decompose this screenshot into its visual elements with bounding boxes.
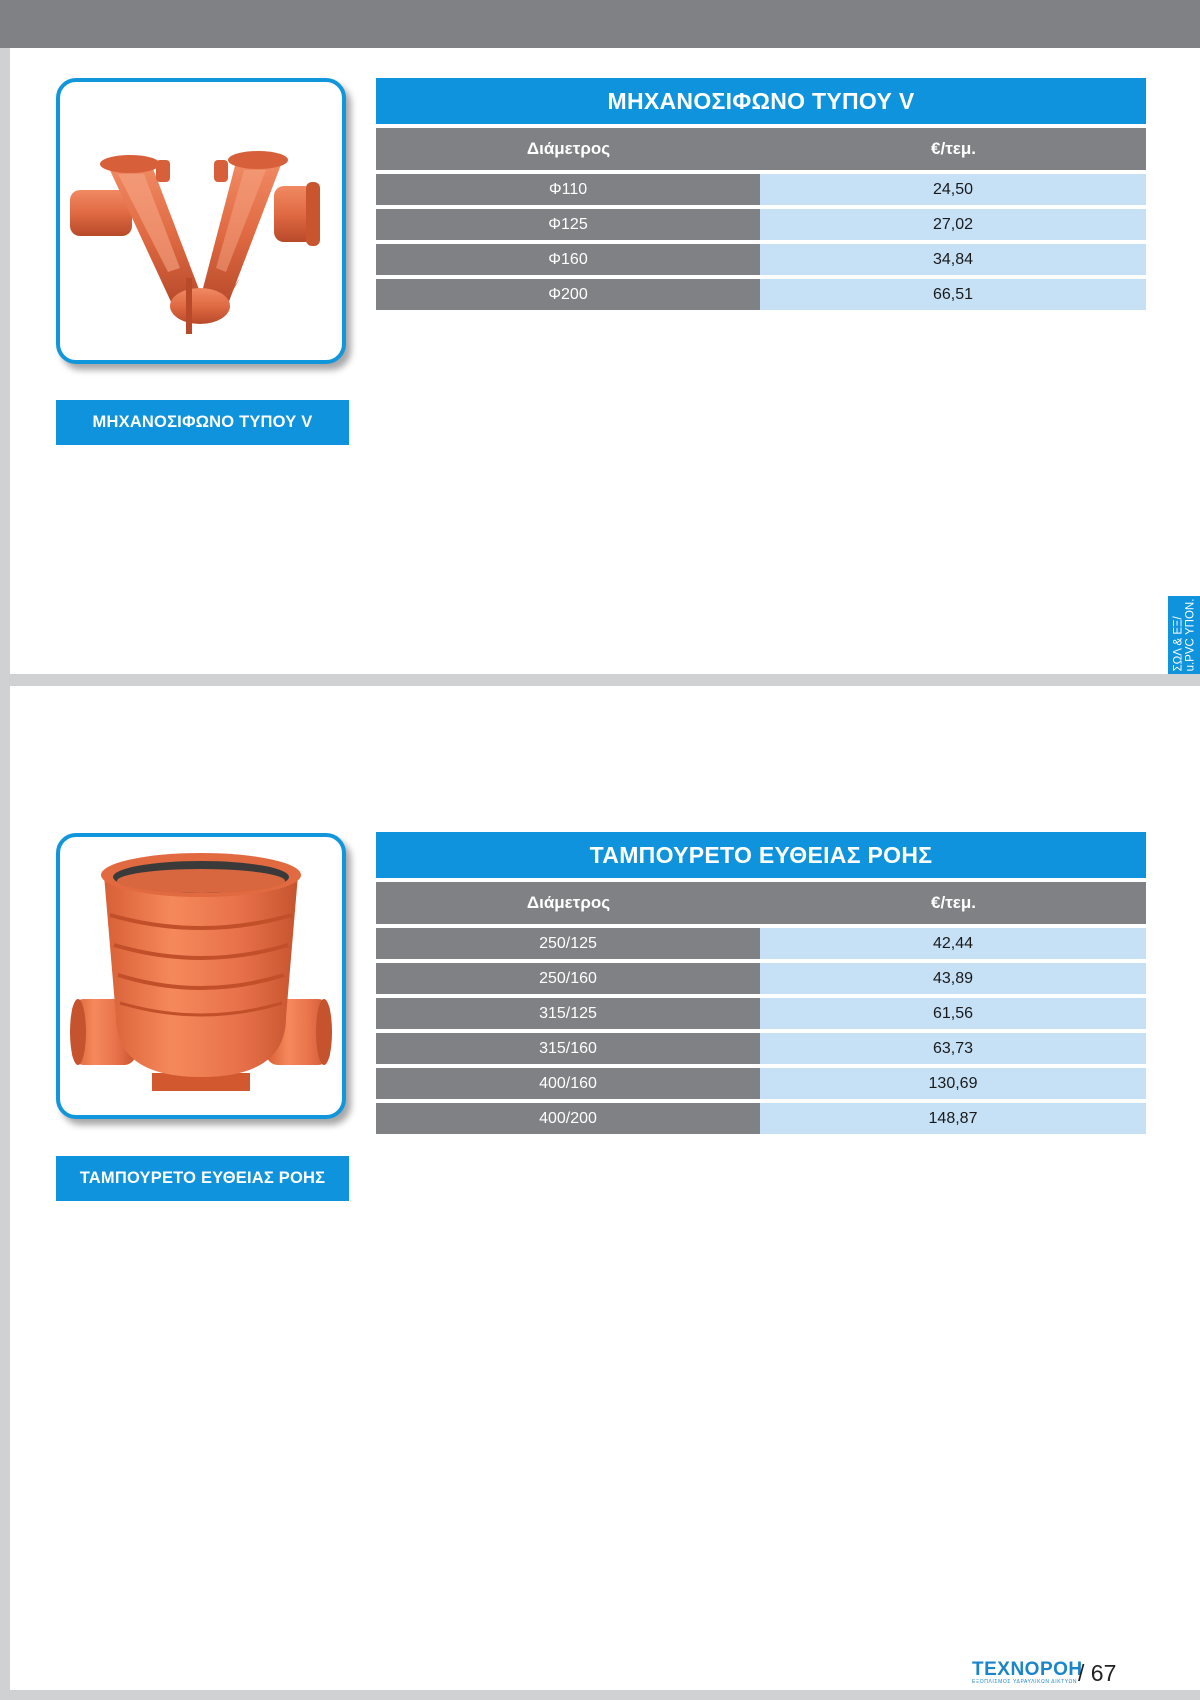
table-row xyxy=(376,279,1146,310)
section-side-tab[interactable] xyxy=(1168,596,1200,674)
brand-name: ΤΕΧΝΟΡΟΗ xyxy=(972,1659,1083,1680)
diameter-cell: 250/125 xyxy=(376,928,760,959)
column-header-price: €/τεμ. xyxy=(931,893,976,912)
inspection-chamber-illustration xyxy=(60,837,342,1115)
top-bar xyxy=(0,0,1200,48)
table-row xyxy=(376,928,1146,959)
side-tab-line-1: ΣΩΛ & ΕΞ/ xyxy=(1172,616,1185,672)
diameter-cell: Φ110 xyxy=(376,174,760,205)
price-cell: 63,73 xyxy=(760,1033,1146,1064)
product-photo-v-trap xyxy=(56,78,346,364)
diameter-cell: Φ200 xyxy=(376,279,760,310)
table-row xyxy=(376,244,1146,275)
price-cell: 24,50 xyxy=(760,174,1146,205)
price-cell: 130,69 xyxy=(760,1068,1146,1099)
price-cell: 61,56 xyxy=(760,998,1146,1029)
brand-tagline: ΕΞΟΠΛΙΣΜΟΣ ΥΔΡΑΥΛΙΚΩΝ ΔΙΚΤΥΩΝ xyxy=(972,1679,1078,1685)
diameter-cell: 400/160 xyxy=(376,1068,760,1099)
price-cell: 34,84 xyxy=(760,244,1146,275)
price-cell: 148,87 xyxy=(760,1103,1146,1134)
table-row xyxy=(376,174,1146,205)
table-title: ΤΑΜΠΟΥΡΕΤΟ ΕΥΘΕΙΑΣ ΡΟΗΣ xyxy=(376,832,1146,878)
price-table-v-trap xyxy=(376,78,1146,314)
price-cell: 42,44 xyxy=(760,928,1146,959)
brand-logo xyxy=(972,1659,1083,1686)
product-photo-inspection-chamber xyxy=(56,833,346,1119)
table-header xyxy=(376,128,1146,170)
column-header-diameter: Διάμετρος xyxy=(526,139,611,158)
diameter-cell: 250/160 xyxy=(376,963,760,994)
table-row xyxy=(376,1033,1146,1064)
diameter-cell: Φ160 xyxy=(376,244,760,275)
table-row xyxy=(376,209,1146,240)
table-title: ΜΗΧΑΝΟΣΙΦΩΝΟ ΤΥΠΟΥ V xyxy=(376,78,1146,124)
price-table-inspection-chamber xyxy=(376,832,1146,1138)
price-cell: 43,89 xyxy=(760,963,1146,994)
product-caption: ΜΗΧΑΝΟΣΙΦΩΝΟ ΤΥΠΟΥ V xyxy=(56,400,349,445)
column-header-price: €/τεμ. xyxy=(931,139,976,158)
column-header-diameter: Διάμετρος xyxy=(526,893,611,912)
diameter-cell: 315/125 xyxy=(376,998,760,1029)
page-number: / 67 xyxy=(1078,1660,1117,1686)
price-cell: 27,02 xyxy=(760,209,1146,240)
table-row xyxy=(376,998,1146,1029)
price-cell: 66,51 xyxy=(760,279,1146,310)
diameter-cell: 400/200 xyxy=(376,1103,760,1134)
product-caption: ΤΑΜΠΟΥΡΕΤΟ ΕΥΘΕΙΑΣ ΡΟΗΣ xyxy=(56,1156,349,1201)
table-row xyxy=(376,963,1146,994)
side-tab-line-2: u.PVC ΥΠΟΝ. xyxy=(1184,598,1197,672)
diameter-cell: Φ125 xyxy=(376,209,760,240)
v-trap-illustration xyxy=(60,82,342,360)
table-row xyxy=(376,1068,1146,1099)
diameter-cell: 315/160 xyxy=(376,1033,760,1064)
table-row xyxy=(376,1103,1146,1134)
table-header xyxy=(376,882,1146,924)
